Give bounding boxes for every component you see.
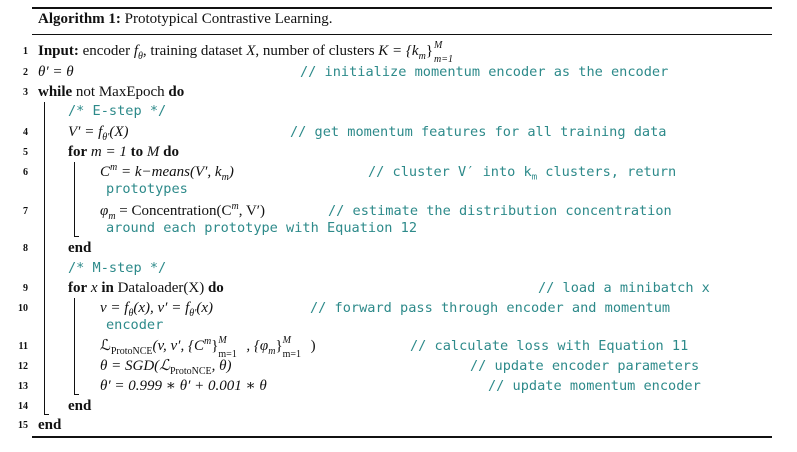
keyword-in: in bbox=[101, 280, 114, 296]
comment: encoder bbox=[106, 317, 164, 333]
keyword-for: for bbox=[68, 144, 88, 160]
for-block-bar bbox=[74, 162, 75, 236]
comment: // update momentum encoder bbox=[488, 378, 701, 394]
math-sub: ProtoNCE bbox=[110, 346, 153, 357]
comment-text: // cluster V′ into k bbox=[368, 164, 532, 180]
math-sub: θ bbox=[138, 51, 143, 62]
code: ℒ bbox=[100, 338, 111, 354]
code: = Concentration(C bbox=[115, 203, 232, 219]
math-sub: m bbox=[418, 51, 426, 62]
keyword-end: end bbox=[68, 398, 92, 414]
code: , V′) bbox=[238, 203, 266, 219]
keyword-end: end bbox=[38, 417, 62, 433]
code: } bbox=[211, 338, 219, 354]
top-rule bbox=[32, 7, 772, 9]
math-sub: m=1 bbox=[434, 54, 454, 65]
keyword-for: for bbox=[68, 280, 88, 296]
comment: // forward pass through encoder and momentum bbox=[310, 300, 671, 316]
comment: // update encoder parameters bbox=[470, 358, 700, 374]
comment: // get momentum features for all training data bbox=[290, 124, 667, 140]
bottom-rule bbox=[32, 436, 772, 438]
line-number: 8 bbox=[23, 243, 28, 254]
keyword-do: do bbox=[207, 280, 224, 296]
line-number: 4 bbox=[23, 127, 28, 138]
code: ) bbox=[228, 164, 234, 180]
input-text: encoder bbox=[78, 43, 134, 59]
algorithm-title: Prototypical Contrastive Learning. bbox=[124, 11, 333, 27]
code: θ′ = θ bbox=[38, 64, 74, 80]
keyword-end: end bbox=[68, 240, 92, 256]
line-number: 6 bbox=[23, 167, 28, 178]
comment: // initialize momentum encoder as the encoder bbox=[300, 64, 669, 80]
code: x bbox=[90, 280, 98, 296]
line-number: 5 bbox=[23, 147, 28, 158]
math-brace: } bbox=[425, 43, 434, 59]
comment bbox=[368, 163, 676, 182]
math-sub: m bbox=[221, 172, 229, 183]
keyword-do: do bbox=[163, 144, 179, 160]
line-number: 3 bbox=[23, 87, 28, 98]
comment: around each prototype with Equation 12 bbox=[106, 220, 417, 236]
keyword-do: do bbox=[168, 84, 185, 100]
code: , θ) bbox=[211, 358, 232, 374]
math-sub: θ′ bbox=[189, 308, 197, 319]
algorithm-caption bbox=[38, 11, 333, 28]
keyword-while: while bbox=[38, 84, 73, 100]
math-X: X bbox=[246, 43, 256, 59]
line-number: 14 bbox=[18, 401, 28, 412]
line-number: 1 bbox=[23, 46, 28, 57]
math-sub: θ bbox=[128, 308, 134, 319]
math-sup: m bbox=[203, 336, 212, 347]
code: V′ = f bbox=[68, 124, 103, 140]
math-sub: ProtoNCE bbox=[169, 366, 212, 377]
comment: prototypes bbox=[106, 181, 188, 197]
code: φ bbox=[100, 203, 109, 219]
code: (x), v′ = f bbox=[133, 300, 190, 316]
math-sub: m bbox=[108, 211, 116, 222]
code: C bbox=[100, 164, 111, 180]
code: v = f bbox=[100, 300, 129, 316]
input-keyword: Input: bbox=[38, 43, 79, 59]
comment: /* M-step */ bbox=[68, 260, 167, 276]
line-number: 11 bbox=[18, 341, 28, 352]
math-sup: M bbox=[434, 40, 443, 51]
for-block-hook bbox=[74, 394, 79, 395]
math-sub: m bbox=[268, 346, 276, 357]
input-text: , training dataset bbox=[142, 43, 247, 59]
math-sub: θ′ bbox=[102, 132, 110, 143]
line-number: 10 bbox=[18, 303, 28, 314]
code: (x) bbox=[196, 300, 214, 316]
line-number: 9 bbox=[23, 283, 28, 294]
code: Dataloader(X) bbox=[117, 280, 205, 296]
while-block-bar bbox=[44, 102, 45, 414]
line-number: 2 bbox=[23, 67, 28, 78]
for-block-bar bbox=[74, 298, 75, 394]
math-sub: m=1 bbox=[282, 349, 302, 360]
comment: // calculate loss with Equation 11 bbox=[410, 338, 689, 354]
line-number: 13 bbox=[18, 381, 28, 392]
comment-text: clusters, return bbox=[537, 164, 677, 180]
code: (X) bbox=[109, 124, 129, 140]
code: ) bbox=[310, 338, 316, 354]
code: M bbox=[146, 144, 160, 160]
algorithm-label: Algorithm 1: bbox=[38, 11, 121, 27]
code: (v, v′, {C bbox=[152, 338, 204, 354]
code: not MaxEpoch bbox=[75, 84, 165, 100]
math-sup: M bbox=[282, 335, 291, 346]
comment: // load a minibatch x bbox=[538, 280, 710, 296]
line-number: 15 bbox=[18, 420, 28, 431]
code: , {φ bbox=[246, 338, 269, 354]
while-block-hook bbox=[44, 414, 49, 415]
math-sub: m=1 bbox=[218, 349, 237, 360]
code: = k−means(V′, k bbox=[117, 164, 222, 180]
math-sup: m bbox=[231, 201, 239, 212]
math-K: K = {k bbox=[378, 43, 419, 59]
comment: /* E-step */ bbox=[68, 103, 167, 119]
code: } bbox=[275, 338, 283, 354]
keyword-to: to bbox=[130, 144, 144, 160]
line-number: 12 bbox=[18, 361, 28, 372]
input-text: , number of clusters bbox=[255, 43, 379, 59]
caption-rule bbox=[32, 34, 772, 35]
math-sup: m bbox=[110, 162, 118, 173]
for-block-hook bbox=[74, 236, 79, 237]
comment: // estimate the distribution concentration bbox=[328, 203, 672, 219]
code: θ′ = 0.999 ∗ θ′ + 0.001 ∗ θ bbox=[100, 378, 267, 394]
code: θ = SGD(ℒ bbox=[100, 358, 170, 374]
comment-sub: m bbox=[531, 172, 538, 183]
line-number: 7 bbox=[23, 206, 28, 217]
math-sup: M bbox=[218, 335, 227, 346]
math-f: f bbox=[133, 43, 138, 59]
code: m = 1 bbox=[90, 144, 127, 160]
